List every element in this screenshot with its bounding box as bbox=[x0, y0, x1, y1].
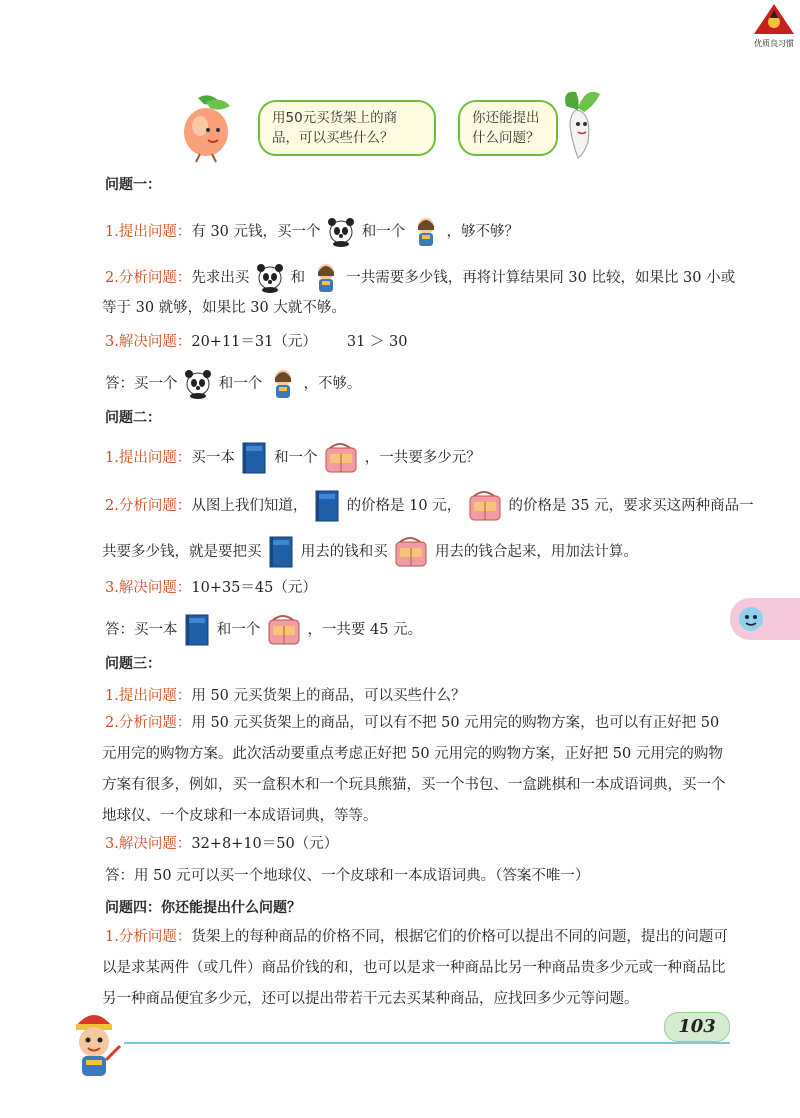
q3-step3-label: 3.解决问题： bbox=[105, 836, 192, 852]
q1-step1-text-a: 有 30 元钱，买一个 bbox=[191, 224, 321, 240]
speech-bubble-left bbox=[258, 100, 436, 156]
side-tab-mascot bbox=[730, 598, 800, 640]
logo-text: 优质良习惯 bbox=[754, 39, 794, 48]
q2-step2-text-c: 的价格是 35 元，要求买这两种商品一 bbox=[508, 498, 754, 514]
q3-step3-calc: 32+8+10＝50（元） bbox=[191, 836, 339, 852]
page-number-badge bbox=[664, 1012, 730, 1042]
q3-step2-label: 2.分析问题： bbox=[105, 715, 192, 731]
q2-step2-text-d: 共要多少钱，就是要把买 bbox=[102, 544, 262, 560]
q1-heading: 问题一： bbox=[105, 177, 161, 193]
panda-toy-icon bbox=[256, 262, 284, 294]
speech-bubble-right bbox=[458, 100, 558, 156]
q1-answer-text-c: ，不够。 bbox=[303, 376, 362, 392]
q3-step2 bbox=[102, 708, 730, 832]
q2-step2-text-e: 用去的钱和买 bbox=[300, 544, 388, 560]
q4-step1-label: 1.分析问题： bbox=[105, 929, 192, 945]
q2-step3-label: 3.解决问题： bbox=[105, 580, 192, 596]
q3-step2-text: 用 50 元买货架上的商品，可以有不把 50 元用完的购物方案，也可以有正好把 50 元用完的购物方案。此次活动要重点考虑正好把 50 元用完的购物方案，正好把 50 元用完的购物方案有很多，例如，买一盒积木和一个玩具熊猫，买一个书包、一盒跳棋和一本成语词典，买一个地球仪、一个皮球和一本成语词典，等等。 bbox=[102, 715, 726, 824]
q1-step1-label: 1.提出问题： bbox=[105, 224, 192, 240]
q1-step2-text-b: 和 bbox=[290, 270, 306, 286]
q2-step2-text-b: 的价格是 10 元， bbox=[346, 498, 462, 514]
footer-rule bbox=[124, 1042, 730, 1044]
q1-step1 bbox=[105, 216, 519, 248]
publisher-logo bbox=[752, 2, 796, 46]
q1-answer bbox=[105, 368, 361, 400]
panda-toy-icon bbox=[327, 216, 355, 248]
schoolbag-icon bbox=[324, 442, 358, 474]
q1-answer-text-b: 和一个 bbox=[218, 376, 263, 392]
q2-step1-text-b: 和一个 bbox=[274, 450, 318, 466]
bubble-left-text: 用50元买货架上的商品，可以买些什么？ bbox=[272, 110, 398, 146]
book-icon bbox=[314, 490, 340, 522]
q2-step2 bbox=[105, 490, 754, 522]
peach-character bbox=[178, 92, 238, 164]
q1-step3-label: 3.解决问题： bbox=[105, 334, 192, 350]
book-icon bbox=[184, 614, 210, 646]
q2-answer-text-c: ，一共要 45 元。 bbox=[307, 622, 423, 638]
q1-step3-compare: 31 ＞ 30 bbox=[346, 334, 408, 350]
q3-step3 bbox=[105, 834, 338, 854]
page-number: 103 bbox=[678, 1016, 716, 1037]
q2-answer bbox=[105, 614, 422, 646]
q3-answer: 答：用 50 元可以买一个地球仪、一个皮球和一本成语词典。（答案不唯一） bbox=[105, 868, 590, 884]
q2-step2-label: 2.分析问题： bbox=[105, 498, 192, 514]
logo-triangle-icon bbox=[752, 2, 796, 36]
q2-step1-text-c: ，一共要多少元？ bbox=[364, 450, 481, 466]
q1-answer-text-a: 答：买一个 bbox=[105, 376, 178, 392]
q1-step2-text-c: 一共需要多少钱，再将计算结果同 30 比较，如果比 30 小或 bbox=[346, 270, 736, 286]
q1-step3-calc: 20+11＝31（元） bbox=[191, 334, 317, 350]
q2-step2-text-a: 从图上我们知道， bbox=[191, 498, 308, 514]
q1-step1-text-c: ，够不够？ bbox=[446, 224, 519, 240]
q4-step1-text: 货架上的每种商品的价格不同，根据它们的价格可以提出不同的问题，提出的问题可以是求某两件（或几件）商品价钱的和，也可以是求一种商品比另一种商品贵多少元或一种商品比另一种商品便宜多少元，还可以提出带若干元去买某种商品，应找回多少元等问题。 bbox=[102, 929, 728, 1007]
q1-step2-cont: 等于 30 就够，如果比 30 大就不够。 bbox=[102, 300, 346, 316]
q2-heading: 问题二： bbox=[105, 410, 161, 426]
q2-step2-text-f: 用去的钱合起来，用加法计算。 bbox=[434, 544, 638, 560]
bubble-right-text: 你还能提出什么问题？ bbox=[472, 110, 540, 146]
q1-step2-text-a: 先求出买 bbox=[191, 270, 250, 286]
q2-step1-text-a: 买一本 bbox=[191, 450, 235, 466]
footer-mascot bbox=[62, 1006, 126, 1084]
q2-step1-label: 1.提出问题： bbox=[105, 450, 192, 466]
q3-heading: 问题三： bbox=[105, 656, 161, 672]
schoolbag-icon bbox=[394, 536, 428, 568]
q1-step1-text-b: 和一个 bbox=[361, 224, 406, 240]
q1-step3 bbox=[105, 332, 407, 352]
doll-toy-icon bbox=[269, 368, 297, 400]
radish-character bbox=[556, 86, 606, 166]
q2-answer-text-a: 答：买一本 bbox=[105, 622, 178, 638]
blue-mascot-icon bbox=[734, 602, 768, 636]
q2-answer-text-b: 和一个 bbox=[216, 622, 261, 638]
q2-step1 bbox=[105, 442, 481, 474]
q1-step2-label: 2.分析问题： bbox=[105, 270, 192, 286]
q2-step3 bbox=[105, 578, 317, 598]
q2-step3-calc: 10+35＝45（元） bbox=[191, 580, 317, 596]
doll-toy-icon bbox=[312, 262, 340, 294]
q4-step1 bbox=[102, 922, 730, 1015]
schoolbag-icon bbox=[468, 490, 502, 522]
book-icon bbox=[268, 536, 294, 568]
q1-step2 bbox=[105, 262, 735, 294]
schoolbag-icon bbox=[267, 614, 301, 646]
q2-step2-cont bbox=[102, 536, 638, 568]
book-icon bbox=[241, 442, 267, 474]
q3-step1-text: 用 50 元买货架上的商品，可以买些什么？ bbox=[191, 688, 466, 704]
doll-toy-icon bbox=[412, 216, 440, 248]
panda-toy-icon bbox=[184, 368, 212, 400]
q3-step1 bbox=[105, 686, 466, 706]
q4-heading: 问题四：你还能提出什么问题？ bbox=[105, 900, 301, 916]
q3-step1-label: 1.提出问题： bbox=[105, 688, 192, 704]
